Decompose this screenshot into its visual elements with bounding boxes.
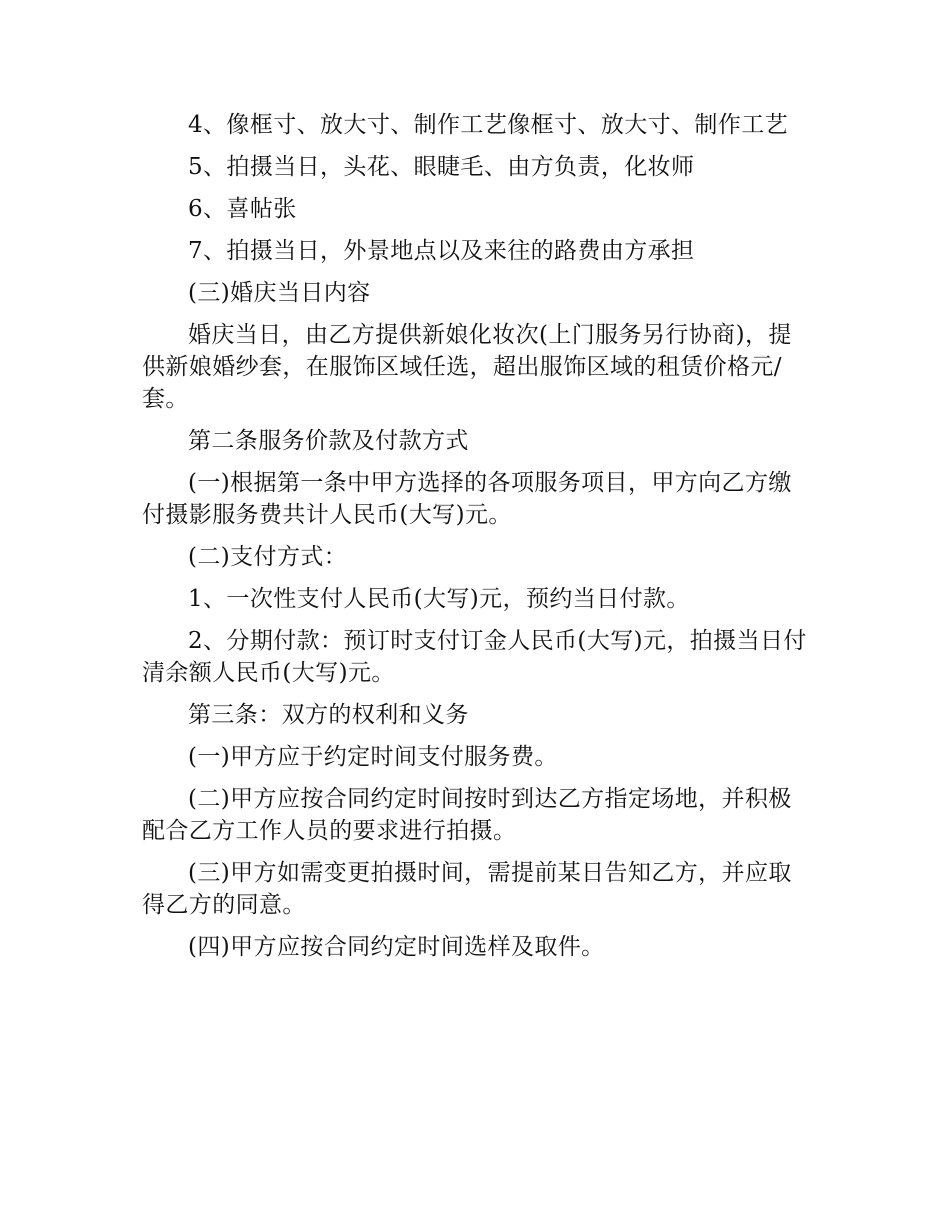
paragraph-item-5: 5、拍摄当日，头花、眼睫毛、由方负责，化妆师 [188,154,695,180]
paragraph-payment-installment: 2、分期付款：预订时支付订金人民币(大写)元，拍摄当日付清余额人民币(大写)元。 [142,628,807,686]
paragraph-service-fee: (一)根据第一条中甲方选择的各项服务项目，甲方向乙方缴付摄影服务费共计人民币(大写)元。 [142,470,792,528]
article-heading-2: 第二条服务价款及付款方式 [188,428,469,454]
paragraph-item-7: 7、拍摄当日，外景地点以及来往的路费由方承担 [188,238,695,264]
paragraph-right-1: (一)甲方应于约定时间支付服务费。 [188,744,558,770]
paragraph-right-3: (三)甲方如需变更拍摄时间，需提前某日告知乙方，并应取得乙方的同意。 [142,860,792,918]
article-heading-3: 第三条：双方的权利和义务 [188,702,469,728]
paragraph-right-4: (四)甲方应按合同约定时间选样及取件。 [188,934,605,960]
paragraph-wedding-day-content: 婚庆当日，由乙方提供新娘化妆次(上门服务另行协商)，提供新娘婚纱套，在服饰区域任选，超出服饰区域的租赁价格元/套。 [142,322,792,412]
paragraph-item-6: 6、喜帖张 [188,196,297,222]
paragraph-item-4: 4、像框寸、放大寸、制作工艺像框寸、放大寸、制作工艺 [188,112,789,138]
document-body [142,109,812,973]
section-heading-wedding-day: (三)婚庆当日内容 [188,280,371,306]
paragraph-right-2: (二)甲方应按合同约定时间按时到达乙方指定场地，并积极配合乙方工作人员的要求进行拍摄。 [142,786,792,844]
paragraph-payment-lump-sum: 1、一次性支付人民币(大写)元，预约当日付款。 [188,586,690,612]
paragraph-payment-method-heading: (二)支付方式： [188,544,348,570]
